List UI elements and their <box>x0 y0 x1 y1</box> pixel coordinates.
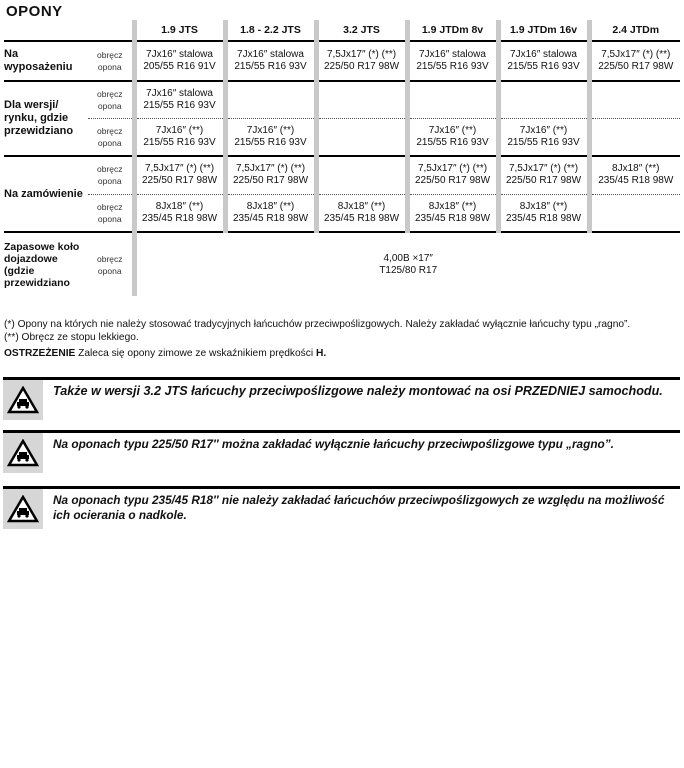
tire-cell <box>589 81 680 118</box>
tires-table <box>4 20 680 296</box>
tire-cell: 7Jx16″ stalowa 215/55 R16 93V <box>225 41 316 81</box>
tire-cell: 7Jx16″ stalowa 215/55 R16 93V <box>498 41 589 81</box>
column-header: 3.2 JTS <box>316 20 407 41</box>
sub-label: obręcz opona <box>88 41 134 81</box>
tire-cell <box>316 156 407 194</box>
tire-cell: 7,5Jx17″ (*) (**) 225/50 R17 98W <box>407 156 498 194</box>
row-label-standard: Na wyposażeniu <box>4 41 88 81</box>
row-label-spare: Zapasowe koło dojazdowe (gdzie przewidziano <box>4 240 80 289</box>
tire-cell: 8Jx18″ (**) 235/45 R18 98W <box>225 194 316 232</box>
tire-cell <box>407 81 498 118</box>
sub-label: obręcz opona <box>88 81 134 118</box>
tire-cell: 7,5Jx17″ (*) (**) 225/50 R17 98W <box>316 41 407 81</box>
sub-label: obręcz opona <box>88 156 134 194</box>
spare-tire-cell: 4,00B ×17″ T125/80 R17 <box>134 232 680 296</box>
tire-cell: 7Jx16″ stalowa 205/55 R16 91V <box>134 41 225 81</box>
footnote-2: (**) Obręcz ze stopu lekkiego. <box>4 332 139 343</box>
footnote-1: (*) Opony na których nie należy stosować tradycyjnych łańcuchów przeciwpoślizgowych. Należy zakładać wyłącznie łańcuchy typu „ragno”. <box>4 319 631 330</box>
tire-cell: 7,5Jx17″ (*) (**) 225/50 R17 98W <box>589 41 680 81</box>
tire-cell: 7Jx16″ stalowa 215/55 R16 93V <box>407 41 498 81</box>
warning-box-3 <box>3 486 680 529</box>
car-warning-icon <box>3 489 43 529</box>
tire-cell <box>498 81 589 118</box>
footnotes <box>4 318 680 360</box>
column-header: 2.4 JTDm <box>589 20 680 41</box>
warning-text-1: Także w wersji 3.2 JTS łańcuchy przeciwpoślizgowe należy montować na osi PRZEDNIEJ samochodu. <box>53 384 663 398</box>
tire-cell: 7Jx16″ (**) 215/55 R16 93V <box>498 118 589 156</box>
car-warning-icon <box>3 433 43 473</box>
tire-cell: 7Jx16″ (**) 215/55 R16 93V <box>225 118 316 156</box>
tire-cell: 8Jx18″ (**) 235/45 R18 98W <box>589 156 680 194</box>
header-blank <box>4 20 134 41</box>
tire-cell: 8Jx18″ (**) 235/45 R18 98W <box>498 194 589 232</box>
page-title: OPONY <box>6 3 63 20</box>
column-header: 1.9 JTS <box>134 20 225 41</box>
tire-cell: 8Jx18″ (**) 235/45 R18 98W <box>316 194 407 232</box>
car-warning-icon <box>3 380 43 420</box>
sub-label: obręcz opona <box>96 253 123 276</box>
tire-cell: 7,5Jx17″ (*) (**) 225/50 R17 98W <box>498 156 589 194</box>
tire-cell: 7,5Jx17″ (*) (**) 225/50 R17 98W <box>225 156 316 194</box>
warning-text-2: Na oponach typu 225/50 R17″ można zakładać wyłącznie łańcuchy przeciwpoślizgowe typu „ragno”. <box>53 437 614 451</box>
warning-box-2 <box>3 430 680 473</box>
tire-cell <box>589 194 680 232</box>
sub-label: obręcz opona <box>88 194 134 232</box>
column-header: 1.9 JTDm 16v <box>498 20 589 41</box>
tire-cell: 7,5Jx17″ (*) (**) 225/50 R17 98W <box>134 156 225 194</box>
column-header: 1.8 - 2.2 JTS <box>225 20 316 41</box>
tire-cell <box>225 81 316 118</box>
tire-cell: 7Jx16″ stalowa 215/55 R16 93V <box>134 81 225 118</box>
sub-label: obręcz opona <box>88 118 134 156</box>
tire-cell <box>589 118 680 156</box>
column-header: 1.9 JTDm 8v <box>407 20 498 41</box>
warning-text-3: Na oponach typu 235/45 R18″ nie należy zakładać łańcuchów przeciwpoślizgowych ze względu na możliwość ich ocierania o nadkole. <box>53 493 665 522</box>
row-label-order: Na zamówienie <box>4 156 88 232</box>
warning-box-1 <box>3 377 680 420</box>
warning-note: OSTRZEŻENIE Zaleca się opony zimowe ze wskaźnikiem prędkości H. <box>4 348 327 359</box>
tire-cell <box>316 118 407 156</box>
tire-cell: 7Jx16″ (**) 215/55 R16 93V <box>407 118 498 156</box>
tire-cell: 8Jx18″ (**) 235/45 R18 98W <box>407 194 498 232</box>
tire-cell: 8Jx18″ (**) 235/45 R18 98W <box>134 194 225 232</box>
tire-cell <box>316 81 407 118</box>
row-label-market: Dla wersji/ rynku, gdzie przewidziano <box>4 81 88 156</box>
tire-cell: 7Jx16″ (**) 215/55 R16 93V <box>134 118 225 156</box>
